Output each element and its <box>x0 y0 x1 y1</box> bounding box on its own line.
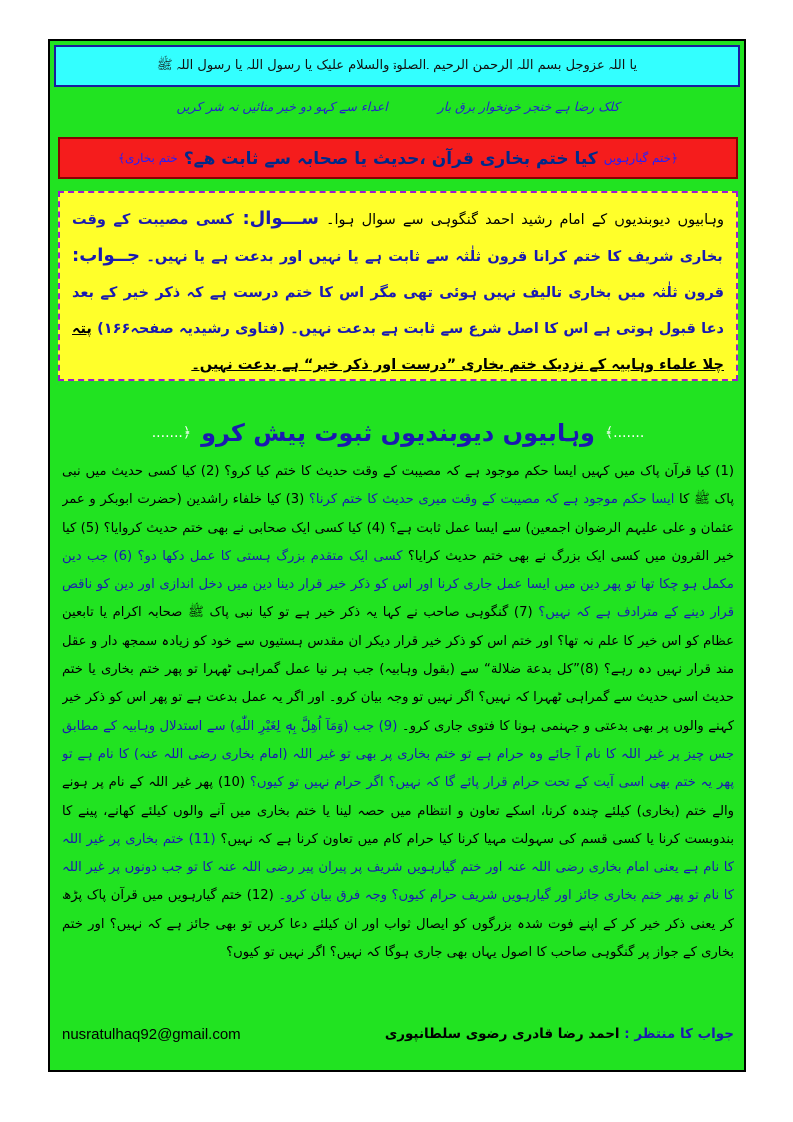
question-2-cont: ایسا حکم موجود ہے کہ مصیبت کے وقت میری حدیث کا ختم کرنا؟ <box>304 492 675 508</box>
reference-text: (فتاوی رشیدیہ صفحہ۱۶۶) <box>91 321 285 337</box>
question-1-2: (1) کیا قرآن پاک میں کہیں ایسا حکم موجود ہے کہ مصیبت کے وقت حدیث کا ختم کیا کرو؟ (2) کیا کسی حدیث میں نبی پاک ﷺ کا <box>62 464 734 508</box>
title-side-right: ﴿ختم گیارہویں <box>603 151 679 165</box>
questions-body <box>62 458 734 1018</box>
poem-couplet <box>60 99 736 121</box>
title-side-left: ختم بخاری﴾ <box>117 151 178 165</box>
question-9: (9) جب (وَمَآ اُهِلَّ بِهٖ لِغَيْرِ اللّٰهِ) سے استدلال وہابیہ کے مطابق جس چیز پر غیر اللہ کا نام آ جائے وہ حرام ہے تو ختم بخاری پر بھی تو غیر اللہ (امام بخاری رضی اللہ عنہ) کا نام ہے تو پھر یہ ختم بھی اسی آیت کے تحت حرام قرار پائے گا کہ نہیں؟ اگر حرام نہیں تو کیوں؟ <box>62 718 734 791</box>
question-7: (7) گنگوہی صاحب نے کہا یہ ذکر خیر ہے تو کیا نبی پاک ﷺ صحابہ اکرام یا تابعین عظام کو اس خیر کا علم نہ تھا؟ اور ختم اس کو ذکر خیر قرار دیکر ان مقدس ہستیوں سے خود کو زیادہ سمجھ دار و عقل مند قرار نہیں دہ رہے؟ <box>62 605 734 678</box>
question-3-5: (3) کیا خلفاء راشدین (حضرت ابوبکر و عمر عثمان و علی علیہم الرضوان اجمعین) سے ایسا عمل ثابت ہے؟ (4) کیا کسی ایک صحابی نے بھی ختم حدیث کروایا؟ (5) کیا خیر القرون میں کسی ایک بزرگ نے بھی ختم حدیث کرایا؟ <box>62 492 734 564</box>
poem-line-2: اعداء سے کہو دو خیر منائیں نہ شر کریں <box>176 99 388 114</box>
question-6: کسی ایک متقدم بزرگ ہستی کا عمل دکھا دو؟ (6) جب دین مکمل ہو چکا تھا تو پھر دین میں ایسا عمل جاری کرنا اور اس کو ذکر خیر قرار دینا دین <box>62 548 734 593</box>
question-10: (10) پھر غیر اللہ کے نام پر ہونے والے ختم (بخاری) کیلئے چندہ کرنا، اسکے تعاون و انتظام میں حصہ لینا یا ختم بخاری میں آنے والوں کیلئے کھانے، پینے کا بندوبست کرنا یا کسی قسم کی سہولت مہیا کرنا کیا حرام کام میں تعاون کرنا ہے کہ نہیں؟ <box>62 775 734 847</box>
ornament-left: ﴿....... <box>151 425 192 441</box>
author-label: جواب کا منتظر : <box>619 1026 734 1042</box>
question-8: (8)”کل بدعة ضلالة“ سے (بقول وہابیہ) جب ہر نیا عمل گمراہی ٹھہرا تو پھر ختم بخاری یا ختم حدیث اسی حدیث سے گمراہی ٹھہرا کہ نہیں؟ اگر نہیں تو وجہ بیان کرو۔ اور اگر یہ عمل بدعت ہے تو پھر اس کو ذکر خیر کہنے والوں پر بھی بدعتی و جہنمی ہونا کا فتوی جاری کرو۔ <box>62 662 734 734</box>
conclusion-text: پتہ چلا علماء وہابیہ کے نزدیک ختم بخاری ”درست اور ذکر خیر“ ہے بدعت نہیں۔ <box>72 321 724 373</box>
ornament-right: .......﴾ <box>604 425 645 441</box>
contact-email[interactable]: nusratulhaq92@gmail.com <box>62 1025 241 1043</box>
question-11: (11) ختم بخاری پر غیر اللہ کا نام ہے یعنی امام بخاری رضی اللہ عنہ اور ختم گیارہویں شریف پر پیران پیر رضی اللہ عنہ کا تو جب دونوں پر غیر اللہ کا نام تو پھر ختم بخاری جائز اور گیارہویں شریف حرام کیوں؟ وجہ فرق بیان کرو۔ <box>62 831 734 904</box>
question-6-cont: میں دخل اندازی اور دین کو ناقص قرار دینے کے مترادف ہے کہ نہیں؟ <box>62 577 734 621</box>
poem-line-1: کلک رضا ہے خنجر خونخوار برق بار <box>437 99 620 114</box>
page-title: کیا ختم بخاری قرآن ،حدیث یا صحابہ سے ثابت ھے؟ <box>183 148 598 169</box>
section-heading <box>58 413 738 453</box>
section-title: وہابیوں دیوبندیوں ثبوت پیش کرو <box>201 419 595 447</box>
question-label: ســـوال: <box>233 208 319 229</box>
author-name: احمد رضا قادری رضوی سلطانپوری <box>384 1026 620 1042</box>
answer-label: جــواب: <box>72 245 141 266</box>
salutation-text: یا اللہ عزوجل بسم اللہ الرحمن الرحیم ۔الصلوۃ والسلام علیک یا رسول اللہ یا رسول اللہ ﷺ <box>156 57 638 73</box>
footer <box>62 1021 734 1047</box>
page-frame <box>48 39 746 1072</box>
salutation-bar <box>54 45 740 87</box>
author-credit <box>385 1026 734 1042</box>
question-text: کسی مصیبت کے وقت بخاری شریف کا ختم کرانا قرون ثلٰثہ سے ثابت ہے یا نہیں اور بدعت ہے یا نہیں۔ <box>72 212 723 265</box>
title-banner <box>58 137 738 179</box>
question-answer-box <box>58 191 738 381</box>
question-12: (12) ختم گیارہویں میں قرآن پاک پڑھ کر یعنی ذکر خیر کر کے اپنے فوت شدہ بزرگوں کو ایصال ثواب اور ان کیلئے دعا کریں تو بھی جائز ہے کہ نہیں؟ اور ختم بخاری کے جواز پر گنگوہی صاحب کا اصول یہاں بھی جاری ہوگا کہ نہیں؟ اگر نہیں تو کیوں؟ <box>62 888 734 961</box>
answer-text: قرون ثلٰثہ میں بخاری تالیف نہیں ہوئی تھی مگر اس کا ختم درست ہے کہ ذکر خیر کے بعد دعا قبول ہوتی ہے اس کا اصل شرع سے ثابت ہے بدعت نہیں۔ <box>72 285 724 337</box>
qa-intro: وہابیوں دیوبندیوں کے امام رشید احمد گنگوہی سے سوال ہوا۔ <box>318 212 724 228</box>
